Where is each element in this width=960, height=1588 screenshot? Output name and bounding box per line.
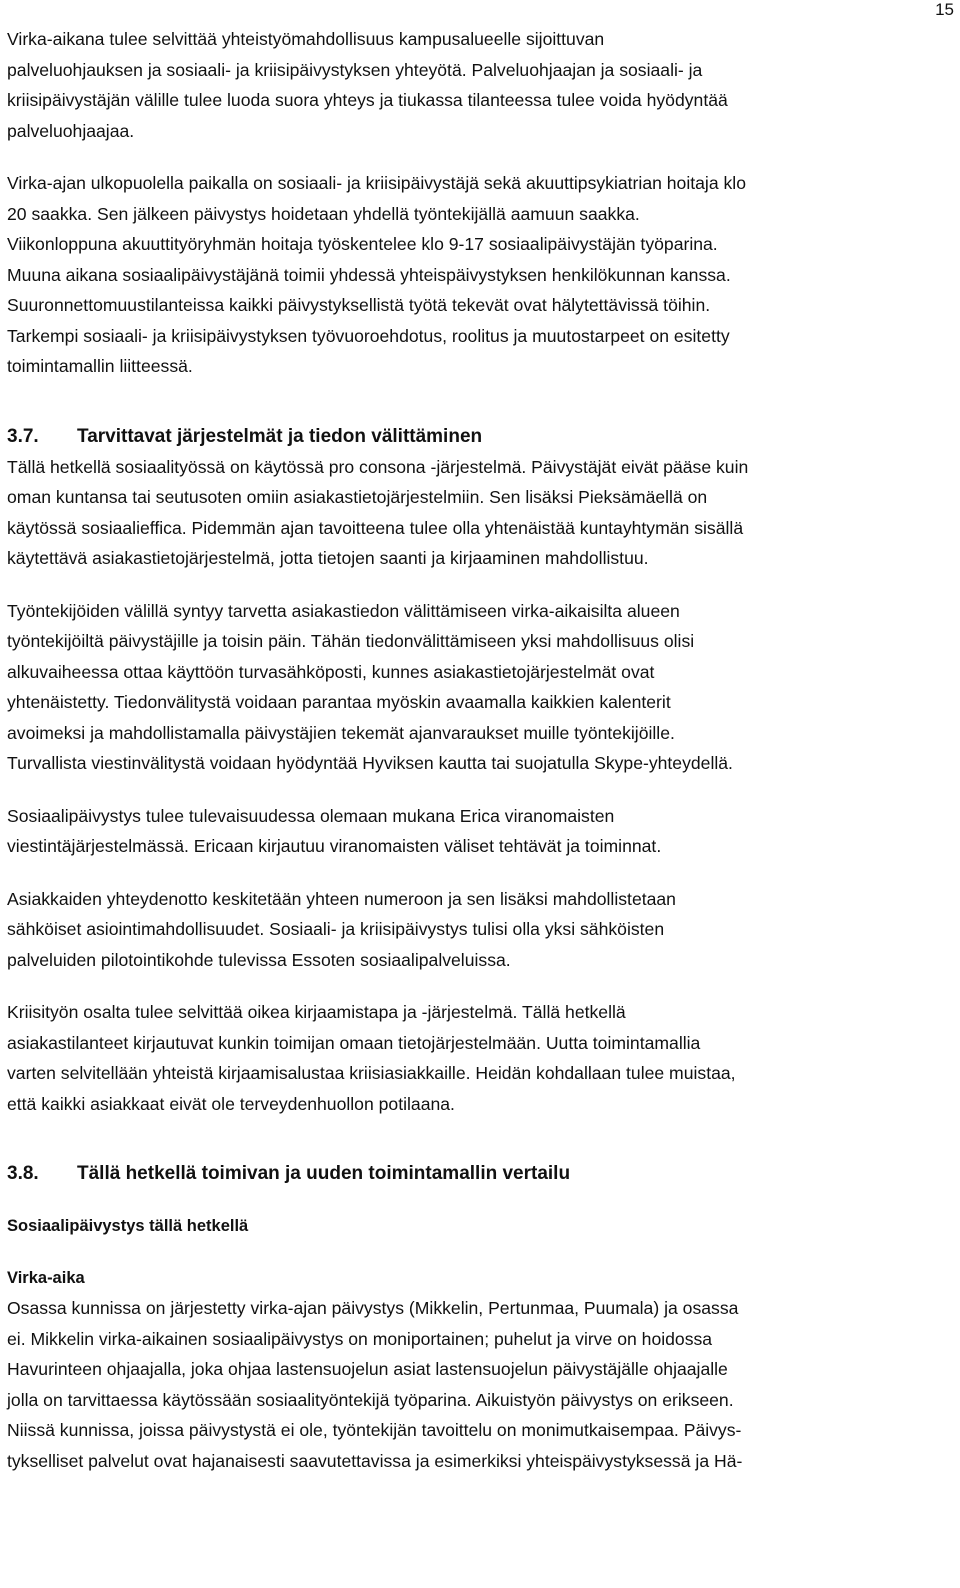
paragraph: Virka-ajan ulkopuolella paikalla on sosiaali- ja kriisipäivystäjä sekä akuuttipsykiatrian hoitaja klo 20 saakka. Sen jälkeen päivystys hoidetaan yhdellä työntekijällä aamuun saakka. Viikonloppuna akuuttityöryhmän hoitaja työskentelee klo 9-17 sosiaalipäivystäjän työparina. Muuna aikana sosiaalipäivystäjänä toimii yhdessä yhteispäivystyksen henkilökunnan kanssa. Suuronnettomuustilanteissa kaikki päivystyksellistä työtä tekevät ovat hälytettävissä töihin. Tarkempi sosiaali- ja kriisipäivystyksen työvuoroehdotus, roolitus ja muutostarpeet on esitetty toimintamallin liitteessä. [7,173,746,376]
paragraph: Kriisityön osalta tulee selvittää oikea kirjaamistapa ja -järjestelmä. Tällä hetkellä asiakastilanteet kirjautuvat kunkin toimijan omaan tietojärjestelmään. Uutta toimintamallia varten selvitellään yhteistä kirjaamisalustaa kriisiasiakkaille. Heidän kohdallaan tulee muistaa, että kaikki asiakkaat eivät ole terveydenhuollon potilaana. [7,1002,736,1114]
paragraph: Työntekijöiden välillä syntyy tarvetta asiakastiedon välittämiseen virka-aikaisilta alueen työntekijöiltä päivystäjille ja toisin päin. Tähän tiedonvälittämiseen yksi mahdollisuus olisi alkuvaiheessa ottaa käyttöön turvasähköposti, kunnes asiakastietojärjestelmät ovat yhtenäistetty. Tiedonvälitystä voidaan parantaa myöskin avaamalla kaikkien kalenterit avoimeksi ja mahdollistamalla päivystäjien tekemät ajanvaraukset muille työntekijöille. Turvallista viestinvälitystä voidaan hyödyntää Hyviksen kautta tai suojatulla Skype-yhteydellä. [7,600,733,773]
section-title: Tarvittavat järjestelmät ja tiedon välittäminen [77,425,483,447]
subheading: Sosiaalipäivystys tällä hetkellä [7,1217,249,1235]
paragraph: Osassa kunnissa on järjestetty virka-ajan päivystys (Mikkelin, Pertunmaa, Puumala) ja osassa ei. Mikkelin virka-aikainen sosiaalipäivystys on moniportainen; puhelut ja virve on hoidossa Havurinteen ohjaajalla, joka ohjaa lastensuojelun asiat lastensuojelun päivystäjälle ohjaajalle jolla on tarvittaessa käytössään sosiaalityöntekijä työparina. Aikuistyön päivystys on erikseen. Niissä kunnissa, joissa päivystystä ei ole, työntekijän tavoittelu on monimutkaisempaa. Päivys- tykselliset palvelut ovat hajanaisesti saavutettavissa ja esimerkiksi yhteispäivystyksessä ja Hä- [7,1298,743,1471]
paragraph: Asiakkaiden yhteydenotto keskitetään yhteen numeroon ja sen lisäksi mahdollistetaan sähköiset asiointimahdollisuudet. Sosiaali- ja kriisipäivystys tulisi olla yksi sähköisten palveluiden pilotointikohde tulevissa Essoten sosiaalipalveluissa. [7,888,676,970]
section-heading-3-7 [7,422,951,452]
paragraph: Sosiaalipäivystys tulee tulevaisuudessa olemaan mukana Erica viranomaisten viestintäjärjestelmässä. Ericaan kirjautuu viranomaisten väliset tehtävät ja toiminnat. [7,805,662,856]
paragraph: Virka-aikana tulee selvittää yhteistyömahdollisuus kampusalueelle sijoittuvan palveluohjauksen ja sosiaali- ja kriisipäivystyksen yhteyötä. Palveluohjaajan ja sosiaali- ja kriisipäivystäjän välille tulee luoda suora yhteys ja tiukassa tilanteessa tulee voida hyödyntää palveluohjaajaa. [7,29,728,141]
section-title: Tällä hetkellä toimivan ja uuden toimintamallin vertailu [77,1163,571,1184]
document-body [7,24,951,1476]
section-number: 3.8. [7,1163,39,1184]
paragraph: Tällä hetkellä sosiaalityössä on käytössä pro consona -järjestelmä. Päivystäjät eivät pääse kuin oman kuntansa tai seutusoten omiin asiakastietojärjestelmiin. Sen lisäksi Pieksämäellä on käytössä sosiaalieffica. Pidemmän ajan tavoitteena tulee olla yhtenäistää kuntayhtymän sisällä käytettävä asiakastietojärjestelmä, jotta tietojen saanti ja kirjaaminen mahdollistuu. [7,456,749,568]
section-heading-3-8 [7,1159,951,1189]
section-number: 3.7. [7,425,39,447]
subsubheading: Virka-aika [7,1269,85,1287]
page-number: 15 [935,0,954,19]
